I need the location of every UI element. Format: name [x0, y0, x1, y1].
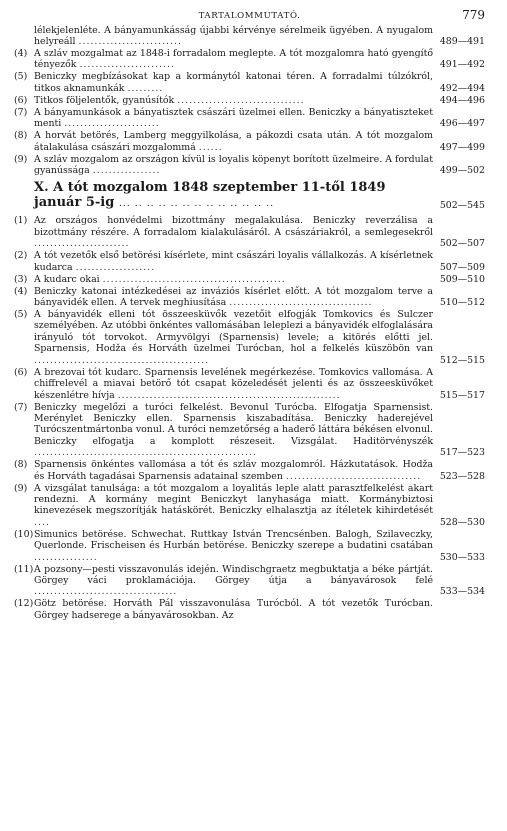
- toc-entry: [14, 48, 485, 71]
- entry-number: (1): [14, 215, 28, 227]
- running-title: TARTALOMMUTATÓ.: [198, 11, 301, 21]
- toc-entry: [14, 107, 485, 130]
- entry-text: [34, 107, 433, 130]
- entry-number: (4): [14, 48, 28, 59]
- leader-dots: ................: [34, 551, 98, 563]
- entry-page-range: 496—497: [439, 118, 485, 130]
- leader-dots: ..............................................: [102, 273, 286, 285]
- entry-text: [34, 154, 433, 177]
- entry-text: [34, 250, 433, 273]
- leader-dots: ..................................: [285, 470, 422, 482]
- entry-text-content: Götz betörése. Horváth Pál visszavonulása Turócból. A tót vezetők Turócban. Görgey hadserege a bányavárosokban. Az: [34, 598, 433, 621]
- toc-entry: [14, 529, 485, 563]
- entry-number: (10): [14, 528, 34, 540]
- toc-entry: [14, 309, 485, 366]
- leader-dots: ....................................: [34, 586, 178, 598]
- toc-entry: [14, 286, 485, 309]
- chapter-page-range: 502—545: [439, 200, 485, 212]
- leader-dots: ........................: [34, 238, 130, 250]
- entry-page-range: 507—509: [439, 261, 485, 273]
- entry-number: (9): [14, 482, 28, 494]
- toc-entry: [14, 402, 485, 459]
- entry-page-range: 515—517: [439, 389, 485, 401]
- toc-entry: [14, 459, 485, 482]
- entry-number: (5): [14, 309, 28, 321]
- entry-text-content: A bányamunkások a bányatisztek császári üzelmei ellen. Beniczky a bányatiszteket menti: [34, 106, 433, 130]
- toc-entry: [14, 483, 485, 529]
- leader-dots: ........................................................: [117, 389, 341, 401]
- entry-page-range: 489—491: [439, 36, 485, 47]
- entry-text: [34, 95, 433, 106]
- entry-text: [34, 286, 433, 309]
- toc-entry: [14, 154, 485, 177]
- toc-entry: [14, 71, 485, 94]
- entry-text: [34, 367, 433, 401]
- entry-text: [34, 459, 433, 482]
- entry-number: (4): [14, 285, 28, 297]
- leader-dots: ....................................: [229, 297, 373, 309]
- entry-page-range: 523—528: [439, 470, 485, 482]
- entry-number: (8): [14, 459, 28, 471]
- entry-text: [34, 25, 433, 48]
- leader-dots: .........: [127, 82, 164, 94]
- entry-text-content: Beniczky megelőzi a turóci felkelést. Bevonul Turócba. Elfogatja Sparnensist. Merénylet Beniczky ellen. Sparnensis kiszabadítása. Beniczky haderejével Turócszentmártonba vonul. A turóci nemzetőrség a haderő láttára békésen elvonul. Beniczky elfogatja a komplott részeseit. Vizsgálat. Haditörvényszék: [34, 401, 433, 447]
- entry-text-content: A vizsgálat tanulsága: a tót mozgalom a loyalitás leple alatt parasztfelkelést akart rendezni. A kormány megint Beniczkyt lanyhasága miatt. Kormánybiztosi kinevezések megszorítják hatáskörét. Beniczky elhalasztja az ítéletek kihirdetését: [34, 482, 433, 517]
- entry-text: [34, 215, 433, 249]
- entry-number: (6): [14, 366, 28, 378]
- leader-dots: ....................: [75, 261, 156, 273]
- entry-page-range: 517—523: [439, 447, 485, 459]
- entry-page-range: 533—534: [439, 586, 485, 598]
- leader-dots: ..........................: [78, 36, 182, 47]
- toc-entry: [14, 25, 485, 48]
- entry-number: (3): [14, 273, 28, 285]
- entry-text: [34, 71, 433, 94]
- leader-dots: ................................: [177, 94, 305, 106]
- entry-page-range: 502—507: [439, 238, 485, 250]
- page-number: 779: [462, 8, 485, 22]
- entry-text-content: Simunics betörése. Schwechat. Ruttkay István Trencsénben. Balogh, Szilaveczky, Querlonde. Frischeisen és Hurbán betörése. Beniczky szerepe a budatini csatában: [34, 528, 433, 552]
- chapter-heading: [14, 181, 485, 211]
- entry-page-range: 512—515: [439, 354, 485, 366]
- chapter-title: X. A tót mozgalom 1848 szeptember 11-től 1849 január 5-ig ... .. .. .. .. .. .. .. .. .. .. .. ..: [34, 180, 386, 210]
- toc-entry: [14, 130, 485, 153]
- toc-entry: [14, 215, 485, 249]
- entry-page-range: 494—496: [439, 94, 485, 106]
- entry-text-content: Beniczky katonai intézkedései az inváziós kísérlet előtt. A tót mozgalom terve a bányavidék ellen. A tervek meghiusítása: [34, 285, 433, 309]
- entry-list-chapter: [14, 215, 485, 621]
- entry-text-content: A kudarc okai: [34, 273, 100, 285]
- entry-page-range: 492—494: [439, 82, 485, 94]
- entry-text-content: A brezovai tót kudarc. Sparnensis levelének megérkezése. Tomkovics vallomása. A chiffrelevél a miavai betörő tót csapat közeledését jelenti és az összeesküvőket készenlétre hívja: [34, 366, 433, 401]
- entry-text-content: A bányavidék elleni tót összeesküvők vezetőit elfogják Tomkovics és Sulczer személyében. Az utóbbi önkéntes vallomásában leleplezi a bányavidék elfoglalására irányuló tót torvokot. Armyvölgyi (Sparnensis) levele; a kitörés előtti jel. Sparnensis, Hodža és Horváth üzelmei Turócban, hol a felkelés küszöbön van: [34, 309, 433, 355]
- entry-number: (11): [14, 563, 34, 575]
- leader-dots: .................: [92, 165, 161, 177]
- entry-text-content: Titkos följelentők, gyanúsítók: [34, 94, 175, 106]
- entry-text-content: A pozsony—pesti visszavonulás idején. Windischgraetz megbuktatja a béke pártját. Görgey váci proklamációja. Görgey útja a bányavárosok felé: [34, 563, 433, 586]
- leader-dots: ........................: [64, 118, 160, 130]
- entry-text-content: Az országos honvédelmi bizottmány megalakulása. Beniczky reverzálisa a bizottmány részére. A forradalom kialakulásáról. A császáriakról, a semlegesekről: [34, 215, 433, 238]
- chapter-leader-dots: ... .. .. .. .. .. .. .. .. .. .. .. ..: [118, 197, 275, 209]
- entry-text: [34, 130, 433, 153]
- entry-text-content: Sparnensis önkéntes vallomása a tót és szláv mozgalomról. Házkutatások. Hodža és Horváth tagadásai Sparnensis adatainal szemben: [34, 459, 433, 482]
- entry-text: [34, 274, 433, 285]
- entry-text: [34, 402, 433, 459]
- toc-entry: [14, 274, 485, 285]
- leader-dots: ....: [34, 516, 50, 528]
- entry-text: [34, 529, 433, 563]
- entry-text-content: A horvát betörés, Lamberg meggyilkolása, a pákozdi csata után. A tót mozgalom átalakulása császári mozgalommá: [34, 130, 433, 153]
- leader-dots: ........................................................: [34, 447, 257, 459]
- entry-text: [34, 48, 433, 71]
- entry-page-range: 509—510: [439, 273, 485, 285]
- entry-number: (7): [14, 401, 28, 413]
- entry-number: (12): [14, 598, 34, 610]
- entry-page-range: 510—512: [439, 297, 485, 309]
- toc-entry: [14, 367, 485, 401]
- entry-page-range: 528—530: [439, 516, 485, 528]
- entry-text-content: A tót vezetők első betörési kísérlete, mint császári loyalis vállalkozás. A kísérletnek kudarca: [34, 250, 433, 273]
- toc-entry: [14, 95, 485, 106]
- entry-number: (7): [14, 106, 28, 118]
- entry-text: [34, 309, 433, 366]
- entry-number: [14, 25, 34, 48]
- entry-number: (8): [14, 130, 28, 142]
- entry-text-content: A szláv mozgalmat az 1848-i forradalom meglepte. A tót mozgalomra ható gyengítő tényezők: [34, 48, 433, 71]
- entry-page-range: 491—492: [439, 59, 485, 71]
- toc-entry: [14, 250, 485, 273]
- entry-list-top: [14, 25, 485, 177]
- toc-entry: [14, 598, 485, 621]
- entry-text-content: lélekjelenléte. A bányamunkásság újabbi kérvénye sérelmeik ügyében. A nyugalom helyreáll: [34, 24, 433, 47]
- entry-page-range: 497—499: [439, 141, 485, 153]
- entry-number: (5): [14, 71, 28, 83]
- leader-dots: ........................: [79, 59, 175, 71]
- toc-entry: [14, 564, 485, 598]
- entry-text-content: A szláv mozgalom az országon kívül is loyalis köpenyt borított üzelmeire. A fordulat gyanússága: [34, 153, 433, 177]
- running-header: [14, 8, 485, 24]
- entry-text-content: Beniczky megbízásokat kap a kormánytól katonai téren. A forradalmi túlzókról, titkos aknamunkák: [34, 71, 433, 94]
- leader-dots: ............................................: [34, 354, 210, 366]
- entry-number: (9): [14, 153, 28, 165]
- entry-text: [34, 564, 433, 598]
- entry-text: [34, 598, 433, 621]
- entry-text: [34, 483, 433, 529]
- leader-dots: ......: [198, 141, 223, 153]
- entry-number: (6): [14, 94, 28, 106]
- entry-page-range: 499—502: [439, 165, 485, 177]
- entry-number: (2): [14, 250, 28, 262]
- entry-page-range: 530—533: [439, 551, 485, 563]
